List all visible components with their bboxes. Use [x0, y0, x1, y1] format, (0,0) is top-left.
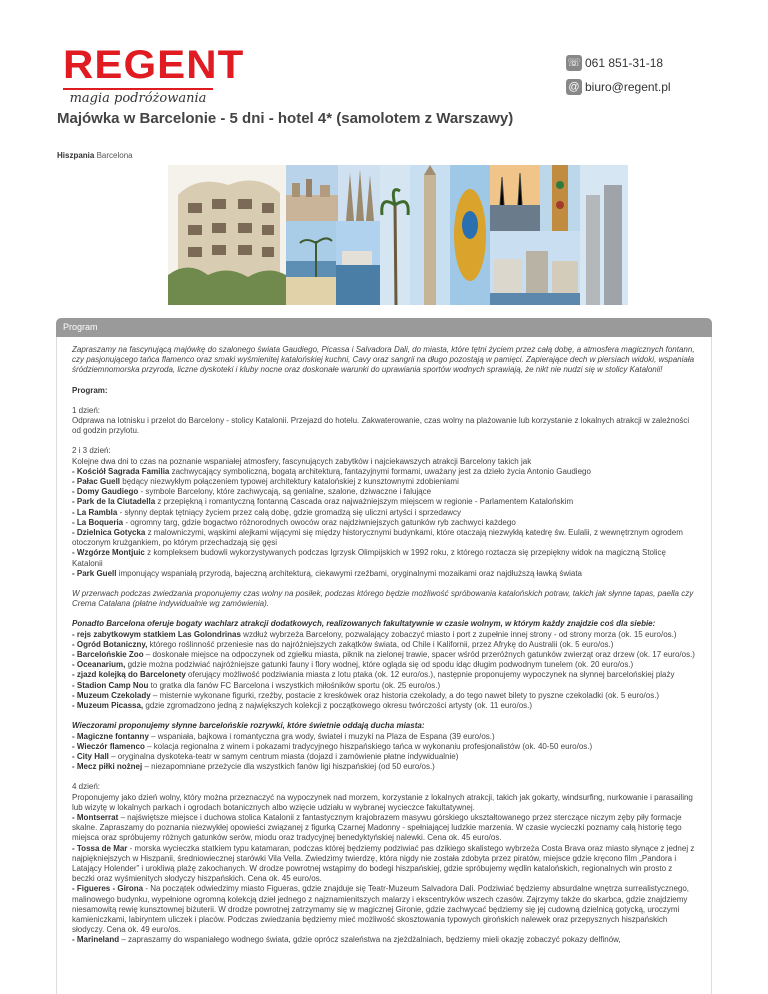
list-item-desc: - Na początek odwiedzimy miasto Figueras, gdzie znajduje się Teatr-Muzeum Salvadora Dali. Podziwiać będziemy absurdalne wnętrza surrealistycznego, malinowego budynku, wypełnione ogromną kolekcją dzieł jednego z najznamienitszych malarzy i ekscentryków wszech czasów. Zajrzymy także do skarbca, gdzie znajdziemy niesamowitą rewię kunsztownej biżuterii. W drodze powrotnej zatrzymamy się w magicznej Gironie, gdzie zachwycać będziemy się jej cudowną dzielnicą gotycką, uroczymi kamieniczkami, labiryntem uliczek i placów. Podczas zwiedzania będziemy mieć możliwość skosztowania typowych girońskich nalewek oraz przepysznych hiszpańskich słodyczy. Cena ok. 49 euro/os.: [72, 884, 690, 935]
list-item-name: - La Rambla: [72, 507, 118, 517]
program-content: [56, 337, 712, 994]
day-1-text: Odprawa na lotnisku i przelot do Barcelony - stolicy Katalonii. Przejazd do hotelu. Zakwaterowanie, czas wolny na plażowanie lub korzystanie z lokalnych atrakcji w zależności od godzin przylotu.: [72, 416, 690, 436]
list-item: [72, 518, 696, 528]
list-item-name: - Wzgórze Montjuic: [72, 548, 145, 558]
list-item: [72, 752, 696, 762]
list-item: [72, 762, 696, 772]
regent-logo[interactable]: [63, 43, 245, 108]
list-item: [72, 528, 696, 548]
list-item: [72, 630, 696, 640]
list-item-name: - rejs zabytkowym statkiem Las Golondrinas: [72, 629, 241, 639]
photo-port-buildings[interactable]: [490, 231, 580, 305]
list-item-desc: gdzie można podziwiać najróżniejsze gatunki fauny i flory wodnej, które ogląda się od spodu idąc długim podwodnym tunelem (ok. 20 euro/os.): [125, 660, 634, 670]
evening-heading: Wieczorami proponujemy słynne barcelońskie rozrywki, które świetnie oddają ducha miasta:: [72, 721, 425, 731]
list-item-desc: - symbole Barcelony, które zachwycają, są genialne, szalone, dziwaczne i falujące: [138, 487, 432, 497]
list-item-desc: – misternie wykonane figurki, rzeźby, postacie z kreskówek oraz historia czekolady, a do tego nawet bilety to pyszne czekoladki (ok. 5 euro/os.): [150, 690, 660, 700]
list-item: [72, 569, 696, 579]
program-label: Program:: [72, 385, 108, 395]
list-item: [72, 650, 696, 660]
contact-phone: [566, 52, 671, 74]
photo-building[interactable]: [168, 165, 286, 305]
list-item-desc: – doskonałe miejsce na odpoczynek od zgiełku miasta, piknik na zielonej trawie, spacer wśród przeróżnych gatunków zwierząt oraz drzew (ok. 17 euro/os.): [143, 650, 695, 660]
list-item-desc: którego roślinność przeniesie nas do najróżniejszych zakątków świata, od Chile i Kalifornii, przez Afrykę do Australii (ok. 5 euro/os.): [147, 639, 614, 649]
list-item: [72, 701, 696, 711]
list-item: [72, 497, 696, 507]
photo-sunset-marina[interactable]: [490, 165, 540, 231]
contact-box: [566, 52, 671, 100]
photo-skyline[interactable]: [580, 165, 628, 305]
list-item-name: - Ogród Botaniczny,: [72, 639, 148, 649]
list-item-name: - Domy Gaudiego: [72, 487, 139, 497]
list-item: [72, 548, 696, 568]
list-item-name: - Oceanarium,: [72, 660, 126, 670]
attraction-list: [72, 467, 696, 579]
list-item-desc: imponujący wspaniałą przyrodą, bajeczną architekturą, ciekawymi rzeźbami, oryginalnymi mozaikami oraz najdłuższą ławką świata: [116, 568, 582, 578]
list-item-desc: gdzie zgromadzono jedną z największych kolekcji z początkowego okresu twórczości artysty (ok. 11 euro/os.): [143, 701, 533, 711]
list-item: [72, 884, 696, 935]
list-item-desc: to gratka dla fanów FC Barcelona i wszystkich miłośników sportu (ok. 25 euro/os.): [148, 680, 441, 690]
list-item-desc: – najświętsze miejsce i duchowa stolica Katalonii z fantastycznym krajobrazem masywu górskiego ukształtowanego przez sterczące niczym zęby piły formacje skalne. Zapraszamy do poznania niezwykłej opowieści związanej z figurką Czarnej Madonny - spełniającej ludzkie marzenia. W czasie wycieczki poznamy całą historię tego miejsca oraz spróbujemy różnych gatunków serów, miodu oraz tradycyjnej benedyktyńskiej nalewki. Cena ok. 45 euro/os.: [72, 812, 682, 843]
list-item-name: - Figueres - Girona: [72, 884, 144, 894]
list-item-name: - Wieczór flamenco: [72, 741, 145, 751]
list-item-name: - Tossa de Mar: [72, 843, 128, 853]
list-item-name: - Park de la Ciutadella: [72, 497, 156, 507]
breadcrumb-city[interactable]: Barcelona: [96, 151, 133, 160]
day-1-heading: 1 dzień:: [72, 405, 101, 415]
breadcrumb-country[interactable]: Hiszpania: [57, 151, 95, 160]
list-item-desc: – kolacja regionalna z winem i pokazami tradycyjnego hiszpańskiego tańca w wykonaniu profesjonalistów (ok. 40-50 euro/os.): [144, 741, 593, 751]
at-icon: @: [566, 79, 582, 95]
phone-icon: ☏: [567, 57, 581, 69]
photo-sagrada-familia[interactable]: [338, 165, 380, 221]
list-item: [72, 508, 696, 518]
list-item-desc: – wspaniała, bajkowa i romantyczna gra wody, świateł i muzyki na Plaza de Espana (39 euro/os.): [148, 731, 495, 741]
list-item-desc: – oryginalna dyskoteka-teatr w samym centrum miasta (dojazd i zamówienie płatne indywidualnie): [108, 751, 459, 761]
list-item-name: - Park Guell: [72, 568, 117, 578]
optional-attractions: [72, 619, 696, 711]
day-1: [72, 406, 696, 437]
list-item-desc: – niezapomniane przeżycie dla wszystkich fanów ligi hiszpańskiej (od 50 euro/os.): [142, 762, 435, 772]
page-title: Majówka w Barcelonie - 5 dni - hotel 4* (samolotem z Warszawy): [57, 110, 514, 127]
list-item-name: - Stadion Camp Nou: [72, 680, 149, 690]
list-item-desc: zachwycający symboliczną, bogatą architekturą, fantazyjnymi formami, uważany jest za dzieło życia Antonio Gaudiego: [169, 466, 591, 476]
logo-brand: REGENT: [63, 43, 245, 87]
phone-number[interactable]: 061 851-31-18: [585, 56, 664, 70]
list-item-name: - Magiczne fontanny: [72, 731, 149, 741]
list-item-desc: - morska wycieczka statkiem typu katamaran, podczas której będziemy podziwiać pas dzikiego skalistego wybrzeża Costa Brava oraz miasto słynące z jednej z najpiękniejszych w Hiszpanii, średniowiecznej starówki Vila Vella. Zwiedzimy twierdzę, która nigdy nie została zdobyta przez piratów, miejsce gdzie kręcono film „Pandora i Latający Holender” i urokliwą plażę zakochanych. W drodze powrotnej wstąpimy do bodegi hiszpańskiej, gdzie spróbujemy wędlin katalońskich, regionalnych win prosto z beczki oraz wyśmienitych słodyczy hiszpańskich. Cena ok. 45 euro/os.: [72, 843, 695, 884]
list-item-name: - Muzeum Picassa,: [72, 701, 144, 711]
logo-tagline: magia podróżowania: [63, 88, 213, 108]
program-section-header: Program: [56, 318, 712, 337]
photo-harbour[interactable]: [336, 221, 380, 305]
list-item: [72, 844, 696, 885]
list-item: [72, 935, 696, 945]
list-item-desc: z kompleksem budowli wykorzystywanych podczas Igrzysk Olimpijskich w 1992 roku, z którego roztacza się przepiękny widok na magiczną Stolicę Katalonii: [72, 548, 666, 568]
list-item-desc: z przepiękną i romantyczną fontanną Cascada oraz najważniejszym miejscem w regionie - Parlamentem Katalońskim: [155, 497, 574, 507]
list-item-desc: oferujący możliwość podziwiania miasta z lotu ptaka (ok. 12 euro/os.), następnie proponujemy wypoczynek na słynnej barcelońskiej plaży: [185, 670, 675, 680]
list-item-name: - zjazd kolejką do Barcelonety: [72, 670, 186, 680]
list-item-name: - Muzeum Czekolady: [72, 690, 151, 700]
list-item: [72, 681, 696, 691]
list-item-name: - Kościół Sagrada Familia: [72, 466, 170, 476]
day-2-3: [72, 446, 696, 579]
list-item-name: - City Hall: [72, 751, 109, 761]
optional-list: [72, 630, 696, 712]
optional-heading: Ponadto Barcelona oferuje bogaty wachlarz atrakcji dodatkowych, realizowanych fakultatywnie w czasie wolnym, w którym każdy znajdzie coś dla siebie:: [72, 619, 656, 629]
list-item-name: - Barcelońskie Zoo: [72, 650, 144, 660]
list-item-desc: - słynny deptak tętniący życiem przez całą dobę, gdzie gromadzą się uliczni artyści i sprzedawcy: [117, 507, 462, 517]
evening-attractions: [72, 721, 696, 772]
intro-text: Zapraszamy na fascynującą majówkę do szalonego świata Gaudiego, Picassa i Salvadora Dali, do miasta, które tętni życiem przez całą dobę, a atmosfera magicznych fontann, czy pasjonującego tańca flamenco oraz smaki wyśmienitej katalońskiej kuchni, Cavy oraz sangrii na długo pozostają w pamięci. Zapierające dech w piersiach widoki, wspaniała śródziemnomorska przyroda, liczne dyskoteki i kluby nocne oraz doskonałe warunki do uprawiania sportów wodnych sprawiają, że nikt nie nudzi się w stolicy Katalonii!: [72, 345, 695, 375]
day-4-heading: 4 dzień:: [72, 782, 101, 792]
email-address[interactable]: biuro@regent.pl: [585, 80, 671, 94]
list-item-name: - La Boqueria: [72, 517, 124, 527]
list-item: [72, 670, 696, 680]
list-item: [72, 467, 696, 477]
list-item: [72, 732, 696, 742]
list-item: [72, 691, 696, 701]
list-item-name: - Dzielnica Gotycka: [72, 528, 146, 538]
photo-palm-tree[interactable]: [380, 165, 410, 305]
list-item-name: - Pałac Guell: [72, 477, 121, 487]
list-item: [72, 813, 696, 844]
breadcrumb: [57, 151, 133, 160]
photo-beach-hotel[interactable]: [286, 221, 336, 305]
photo-mosaic-column[interactable]: [540, 165, 580, 231]
list-item-name: - Mecz piłki nożnej: [72, 762, 143, 772]
day-4-text: Proponujemy jako dzień wolny, który można przeznaczyć na wypoczynek nad morzem, korzystanie z lokalnych atrakcji, takich jak gokarty, windsurfing, nurkowanie i parasailing lub wizytę w lokalnych parkach i ogrodach botanicznych albo wzięcie udziału w wybranej wycieczce fakultatywnej.: [72, 792, 693, 812]
photo-city-view[interactable]: [286, 165, 338, 221]
photo-gallery: [168, 165, 628, 305]
list-item: [72, 742, 696, 752]
list-item-name: - Marineland: [72, 935, 120, 945]
list-item-name: - Montserrat: [72, 812, 119, 822]
evening-list: [72, 732, 696, 773]
list-item-desc: - ogromny targ, gdzie bogactwo różnorodnych owoców oraz najdziwniejszych gatunków ryb zachwyci każdego: [123, 517, 516, 527]
list-item-desc: z malowniczymi, wąskimi alejkami wijącymi się między historycznymi budynkami, które otaczają niezwykłą katedrę św. Eulalii, z wewnętrznym ogrodem otoczonym krużgankiem, po którym przechadzają się gęsi: [72, 528, 683, 548]
photo-ceramic-sculpture[interactable]: [450, 165, 490, 305]
list-item: [72, 477, 696, 487]
free-time-note: W przerwach podczas zwiedzania proponujemy czas wolny na posiłek, podczas którego będzie możliwość spróbowania katalońskich potraw, takich jak słynne tapas, paella czy Crema Catalana (płatne indywidualnie wg zamówienia).: [72, 589, 694, 609]
list-item-desc: wzdłuż wybrzeża Barcelony, pozwalający zobaczyć miasto i port z zupełnie innej strony - od strony morza (ok. 15 euro/os.): [240, 629, 677, 639]
day-2-3-text: Kolejne dwa dni to czas na poznanie wspaniałej atmosfery, fascynujących zabytków i najciekawszych atrakcji Barcelony takich jak: [72, 456, 532, 466]
day-4-list: [72, 813, 696, 946]
list-item: [72, 487, 696, 497]
list-item-desc: będący niezwykłym połączeniem typowej architektury katalońskiej z kunsztownymi zdobieniami: [120, 477, 459, 487]
contact-email: [566, 76, 671, 98]
list-item: [72, 660, 696, 670]
photo-tower[interactable]: [410, 165, 450, 305]
day-2-3-heading: 2 i 3 dzień:: [72, 446, 111, 456]
list-item-desc: – zapraszamy do wspaniałego wodnego świata, gdzie oprócz szaleństwa na zjeżdżalniach, będziemy mieli okazję zobaczyć pokazy delfinów,: [119, 935, 621, 945]
list-item: [72, 640, 696, 650]
day-4: [72, 782, 696, 945]
